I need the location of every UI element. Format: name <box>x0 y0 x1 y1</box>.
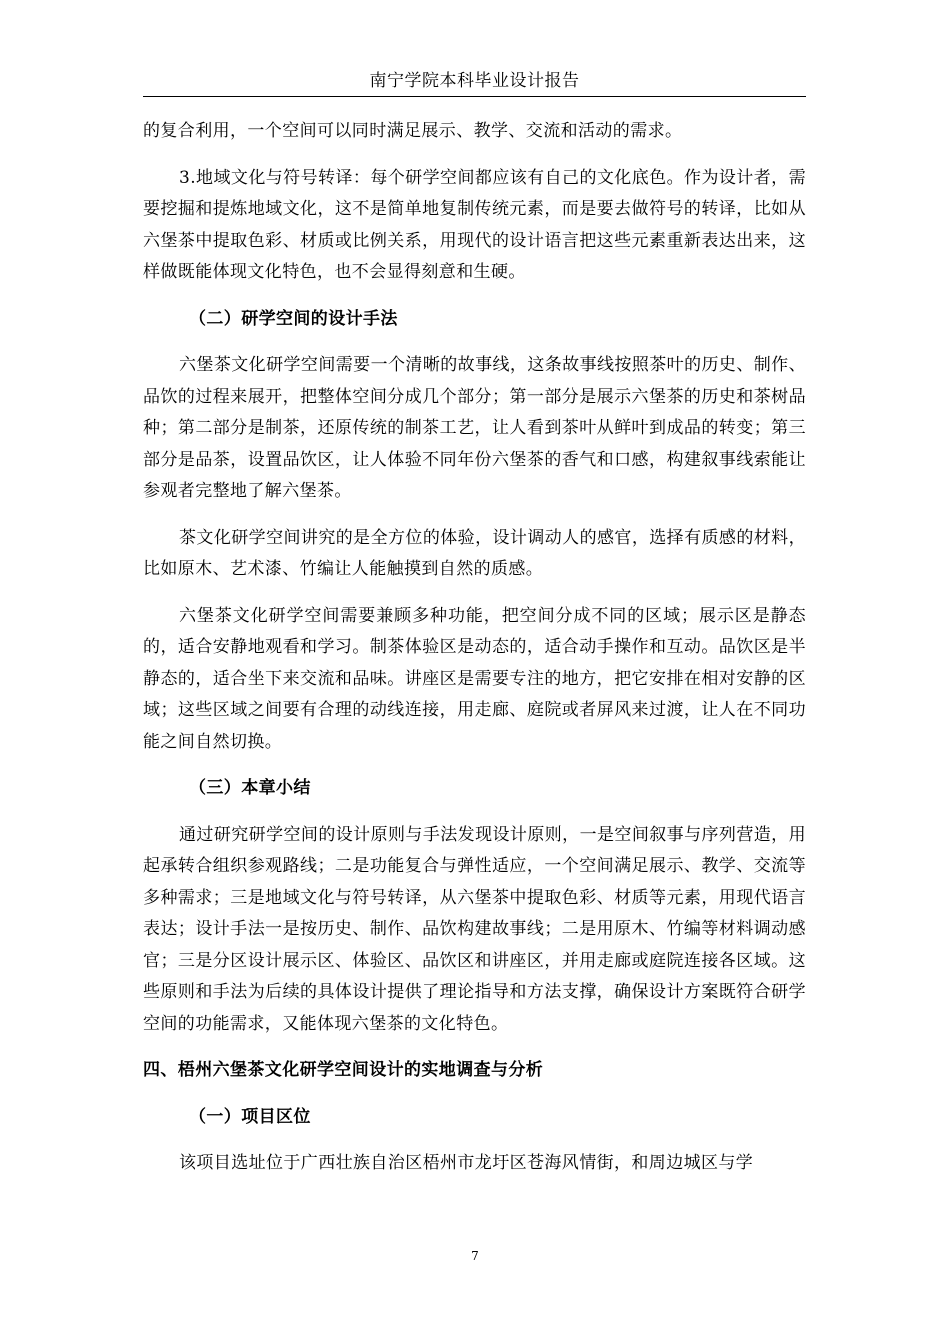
chapter-heading-field-survey: 四、梧州六堡茶文化研学空间设计的实地调查与分析 <box>143 1060 544 1080</box>
section-heading-chapter-summary: （三）本章小结 <box>189 778 311 798</box>
section-heading-design-methods: （二）研学空间的设计手法 <box>189 308 398 329</box>
paragraph-storyline: 六堡茶文化研学空间需要一个清晰的故事线，这条故事线按照茶叶的历史、制作、品饮的过程来展开，把整体空间分成几个部分；第一部分是展示六堡茶的历史和茶树品种；第二部分是制茶，还原传统的制茶工艺，让人看到茶叶从鲜叶到成品的转变；第三部分是品茶，设置品饮区，让人体验不同年份六堡茶的香气和口感，构建叙事线索能让参观者完整地了解六堡茶。 <box>143 355 806 501</box>
paragraph-project-location: 该项目选址位于广西壮族自治区梧州市龙圩区苍海风情街，和周边城区与学 <box>179 1153 754 1173</box>
paragraph-sensory-experience: 茶文化研学空间讲究的是全方位的体验，设计调动人的感官，选择有质感的材料，比如原木、艺术漆、竹编让人能触摸到自然的质感。 <box>143 527 806 579</box>
document-body <box>143 116 806 1195</box>
page-number: 7 <box>471 1249 479 1263</box>
header-divider <box>143 96 806 97</box>
paragraph-regional-culture: 3.地域文化与符号转译：每个研学空间都应该有自己的文化底色。作为设计者，需要挖掘和提炼地域文化，这不是简单地复制传统元素，而是要去做符号的转译，比如从六堡茶中提取色彩、材质或比例关系，用现代的设计语言把这些元素重新表达出来，这样做既能体现文化特色，也不会显得刻意和生硬。 <box>143 167 806 282</box>
paragraph-functional-zones: 六堡茶文化研学空间需要兼顾多种功能，把空间分成不同的区域；展示区是静态的，适合安静地观看和学习。制茶体验区是动态的，适合动手操作和互动。品饮区是半静态的，适合坐下来交流和品味。讲座区是需要专注的地方，把它安排在相对安静的区域；这些区域之间要有合理的动线连接，用走廊、庭院或者屏风来过渡，让人在不同功能之间自然切换。 <box>143 605 806 752</box>
paragraph-summary: 通过研究研学空间的设计原则与手法发现设计原则，一是空间叙事与序列营造，用起承转合组织参观路线；二是功能复合与弹性适应，一个空间满足展示、教学、交流等多种需求；三是地域文化与符号转译，从六堡茶中提取色彩、材质等元素，用现代语言表达；设计手法一是按历史、制作、品饮构建故事线；二是用原木、竹编等材料调动感官；三是分区设计展示区、体验区、品饮区和讲座区，并用走廊或庭院连接各区域。这些原则和手法为后续的具体设计提供了理论指导和方法支撑，确保设计方案既符合研学空间的功能需求，又能体现六堡茶的文化特色。 <box>143 824 806 1034</box>
page-header-title: 南宁学院本科毕业设计报告 <box>369 71 580 91</box>
paragraph-continuation: 的复合利用，一个空间可以同时满足展示、教学、交流和活动的需求。 <box>143 121 683 141</box>
section-heading-project-location: （一）项目区位 <box>189 1106 311 1127</box>
